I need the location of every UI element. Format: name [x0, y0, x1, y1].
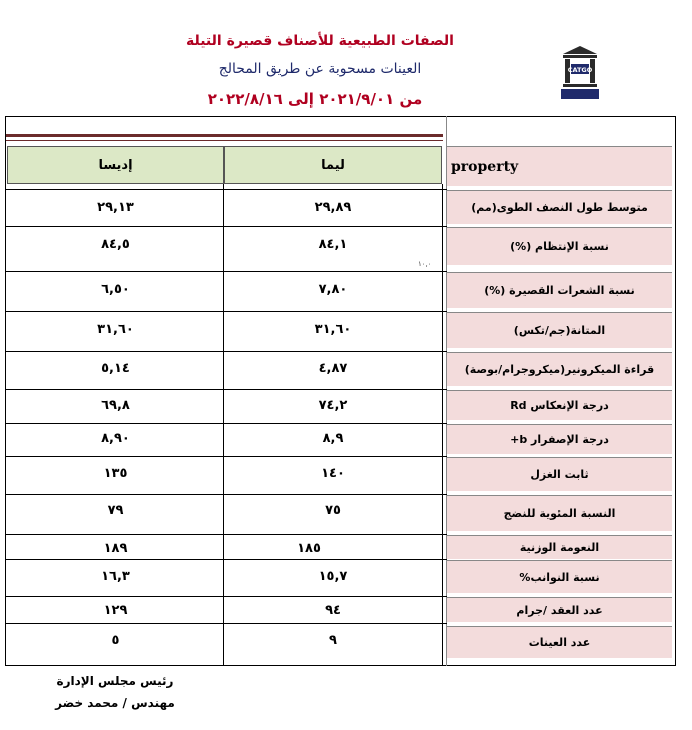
value-lima: ٧٥: [325, 502, 341, 518]
report-period: من ٢٠٢١/٩/٠١ إلى ٢٠٢٢/٨/١٦: [207, 90, 423, 108]
property-label: عدد العقد /جرام: [447, 597, 672, 622]
value-edisa: ٣١,٦٠: [97, 321, 134, 337]
property-label: نسبة الإنتظام (%): [447, 227, 672, 265]
property-header: property: [447, 146, 672, 186]
value-edisa: ٢٩,١٣: [97, 199, 134, 215]
value-lima: ٩: [329, 632, 337, 648]
property-label: النعومة الوزنية: [447, 535, 672, 559]
value-lima: ١٤٠: [321, 465, 345, 481]
property-label: متوسط طول النصف الطوى(مم): [447, 190, 672, 224]
value-edisa: ٦٩,٨: [101, 397, 130, 413]
property-label: النسبة المئوية للنضج: [447, 495, 672, 531]
value-edisa: ١٢٩: [103, 602, 128, 618]
signature-role: رئيس مجلس الإدارة: [56, 674, 174, 688]
value-lima: ٤,٨٧: [318, 360, 348, 376]
property-label: نسبة النوانب%: [447, 560, 672, 593]
value-lima: ٧,٨٠: [318, 281, 348, 297]
report-subtitle: العينات مسحوبة عن طريق المحالج: [218, 61, 422, 77]
property-label: درجة الإصفرار b+: [447, 424, 672, 454]
organization-logo: [559, 44, 601, 102]
property-label: نسبة الشعرات القصيرة (%): [447, 272, 672, 308]
value-lima: ١٨٥: [297, 540, 321, 556]
property-label: قراءة الميكرونير(ميكروجرام/بوصة): [447, 352, 672, 386]
property-label: درجة الإنعكاس Rd: [447, 390, 672, 420]
value-edisa: ٨,٩٠: [101, 430, 130, 446]
value-lima: ١٥,٧: [318, 568, 348, 584]
value-edisa: ٥,١٤: [101, 360, 130, 376]
value-edisa: ٧٩: [107, 502, 124, 518]
value-edisa: ٨٤,٥: [101, 236, 130, 252]
column-header-lima: ليما: [224, 146, 442, 184]
value-lima: ٩٤: [325, 602, 341, 618]
column-header-edisa: إديسا: [7, 146, 224, 184]
property-label: المتانة(جم/تكس): [447, 312, 672, 348]
value-edisa: ١٦,٣: [101, 568, 130, 584]
value-lima: ٧٤,٢: [318, 397, 348, 413]
property-label: ثابت الغزل: [447, 457, 672, 491]
report-title: الصفات الطبيعية للأصناف قصيرة التيلة: [186, 33, 454, 49]
logo-text: CATGO: [567, 66, 593, 74]
property-label: عدد العينات: [447, 626, 672, 658]
value-lima: ٣١,٦٠: [314, 321, 352, 337]
value-edisa: ١٨٩: [103, 540, 128, 556]
value-lima: ٨٤,١: [318, 236, 348, 252]
signature-name: مهندس / محمد خضر: [55, 696, 175, 710]
value-lima: ٨,٩: [322, 430, 344, 446]
value-edisa: ١٣٥: [103, 465, 128, 481]
value-lima: ٢٩,٨٩: [314, 199, 352, 215]
value-edisa: ٦,٥٠: [101, 281, 130, 297]
value-edisa: ٥: [111, 632, 120, 648]
stray-mark: ١٠,٠: [418, 260, 432, 268]
